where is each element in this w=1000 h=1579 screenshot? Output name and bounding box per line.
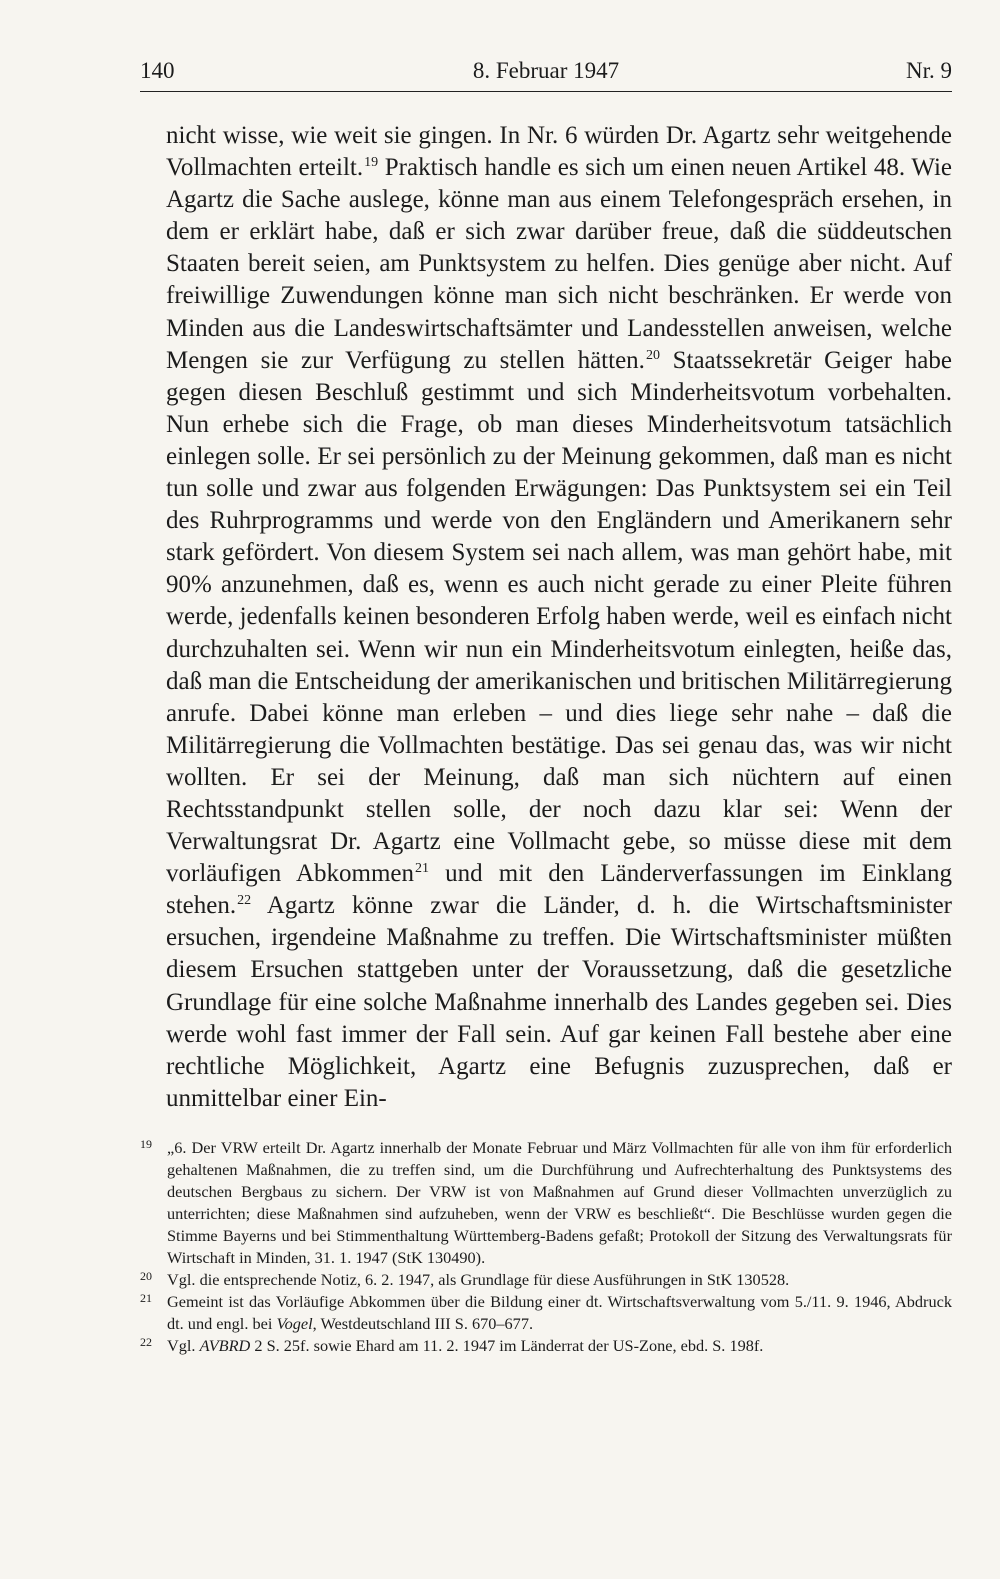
footnote-text: Vgl. bbox=[167, 1336, 200, 1355]
footnote-text: Gemeint ist das Vorläufige Abkommen über die Bildung einer dt. Wirtschaftsverwaltung vom 5./11. 9. 1946, Abdruck dt. und engl. bei bbox=[167, 1292, 952, 1333]
footnote-ref-20[interactable]: 20 bbox=[645, 347, 660, 363]
footnote-number: 20 bbox=[140, 1269, 152, 1283]
footnote-ref-21[interactable]: 21 bbox=[415, 861, 430, 877]
footnote-number: 21 bbox=[140, 1291, 152, 1305]
footnote-text: , Westdeutschland III S. 670–677. bbox=[312, 1314, 534, 1333]
footnote-ref-19[interactable]: 19 bbox=[364, 155, 379, 171]
page-number: 140 bbox=[140, 58, 175, 83]
footnote-21 bbox=[140, 1291, 952, 1335]
body-segment-4: und mit den Länderverfassungen im Einklang stehen. bbox=[166, 860, 952, 920]
header-date: 8. Februar 1947 bbox=[472, 58, 620, 83]
footnote-ref-22[interactable]: 22 bbox=[237, 893, 252, 909]
body-segment-5: Agartz könne zwar die Länder, d. h. die Wirtschaftsminister ersuchen, irgendeine Maßnahme zu treffen. Die Wirtschaftsminister müßten diesem Ersuchen stattgeben unter der Voraussetzung, daß die gesetzliche Grundlage für eine solche Maßnahme innerhalb des Landes gegeben sei. Dies werde wohl fast immer der Fall sein. Auf gar keinen Fall bestehe aber eine rechtliche Möglichkeit, Agartz eine Befugnis zuzusprechen, daß er unmittelbar einer Ein- bbox=[166, 892, 952, 1112]
footnote-20 bbox=[140, 1269, 952, 1291]
footnote-22 bbox=[140, 1335, 952, 1357]
body-segment-3: Staatssekretär Geiger habe gegen diesen Beschluß gestimmt und sich Minderheitsvotum vorbehalten. Nun erhebe sich die Frage, ob man dieses Minderheitsvotum tatsächlich einlegen solle. Er sei persönlich zu der Meinung gekommen, daß man es nicht tun solle und zwar aus folgenden Erwägungen: Das Punktsystem sei ein Teil des Ruhrprogramms und werde von den Engländern und Amerikanern sehr stark gefördert. Von diesem System sei nach allem, was man gehört habe, mit 90% anzunehmen, daß es, wenn es auch nicht gerade zu einer Pleite führen werde, jedenfalls keinen besonderen Erfolg haben werde, weil es einfach nicht durchzuhalten sei. Wenn wir nun ein Minderheitsvotum einlegten, heiße das, daß man die Entscheidung der amerikanischen und britischen Militärregierung anrufe. Dabei könne man erleben – und dies liege sehr nahe – daß die Militärregierung die Vollmachten bestätige. Das sei genau das, was wir nicht wollten. Er sei der Meinung, daß man sich nüchtern auf einen Rechtsstandpunkt stellen solle, der noch dazu klar sei: Wenn der Verwaltungsrat Dr. Agartz eine Vollmacht gebe, so müsse diese mit dem vorläufigen Abkommen bbox=[166, 346, 952, 888]
body-segment-1: nicht wisse, wie weit sie gingen. In Nr. 6 würden Dr. Agartz sehr weitgehende Vollmachten erteilt. bbox=[166, 122, 952, 182]
footnote-source-italic: AVBRD bbox=[199, 1336, 251, 1355]
footnote-text: 2 S. 25f. sowie Ehard am 11. 2. 1947 im Länderrat der US-Zone, ebd. S. 198f. bbox=[250, 1336, 764, 1355]
footnotes-section bbox=[140, 1137, 952, 1357]
header-rule bbox=[140, 91, 952, 92]
footnote-number: 22 bbox=[140, 1335, 152, 1349]
body-segment-2: Praktisch handle es sich um einen neuen Artikel 48. Wie Agartz die Sache auslege, könne man aus einem Telefongespräch ersehen, in dem er erklärt habe, daß er sich zwar darüber freue, daß die süddeutschen Staaten bereit seien, am Punktsystem zu helfen. Dies genüge aber nicht. Auf freiwillige Zuwendungen könne man sich nicht beschränken. Er werde von Minden aus die Landeswirtschaftsämter und Landesstellen anweisen, welche Mengen sie zur Verfügung zu stellen hätten. bbox=[166, 154, 952, 374]
main-text bbox=[166, 120, 952, 1115]
running-header bbox=[140, 58, 952, 92]
footnote-text: „6. Der VRW erteilt Dr. Agartz innerhalb der Monate Februar und März Vollmachten für alle von ihm für erforderlich gehaltenen Maßnahmen, die zu treffen sind, um die Durchführung und Aufrechterhaltung des Punktsystems des deutschen Bergbaus zu sichern. Der VRW ist von Maßnahmen auf Grund dieser Vollmachten unverzüglich zu unterrichten; diese Maßnahmen sind aufzuheben, wenn der VRW es beschließt“. Die Beschlüsse wurden gegen die Stimme Bayerns und bei Stimmenthaltung Württemberg-Badens gefaßt; Protokoll der Sitzung des Verwaltungsrats für Wirtschaft in Minden, 31. 1. 1947 (StK 130490). bbox=[167, 1138, 952, 1267]
footnote-text: Vgl. die entsprechende Notiz, 6. 2. 1947, als Grundlage für diese Ausführungen in StK 130528. bbox=[167, 1270, 790, 1289]
body-paragraph bbox=[166, 120, 952, 1115]
footnote-number: 19 bbox=[140, 1137, 152, 1151]
header-issue-number: Nr. 9 bbox=[906, 58, 952, 83]
footnote-author-italic: Vogel bbox=[276, 1314, 313, 1333]
footnote-19 bbox=[140, 1137, 952, 1269]
